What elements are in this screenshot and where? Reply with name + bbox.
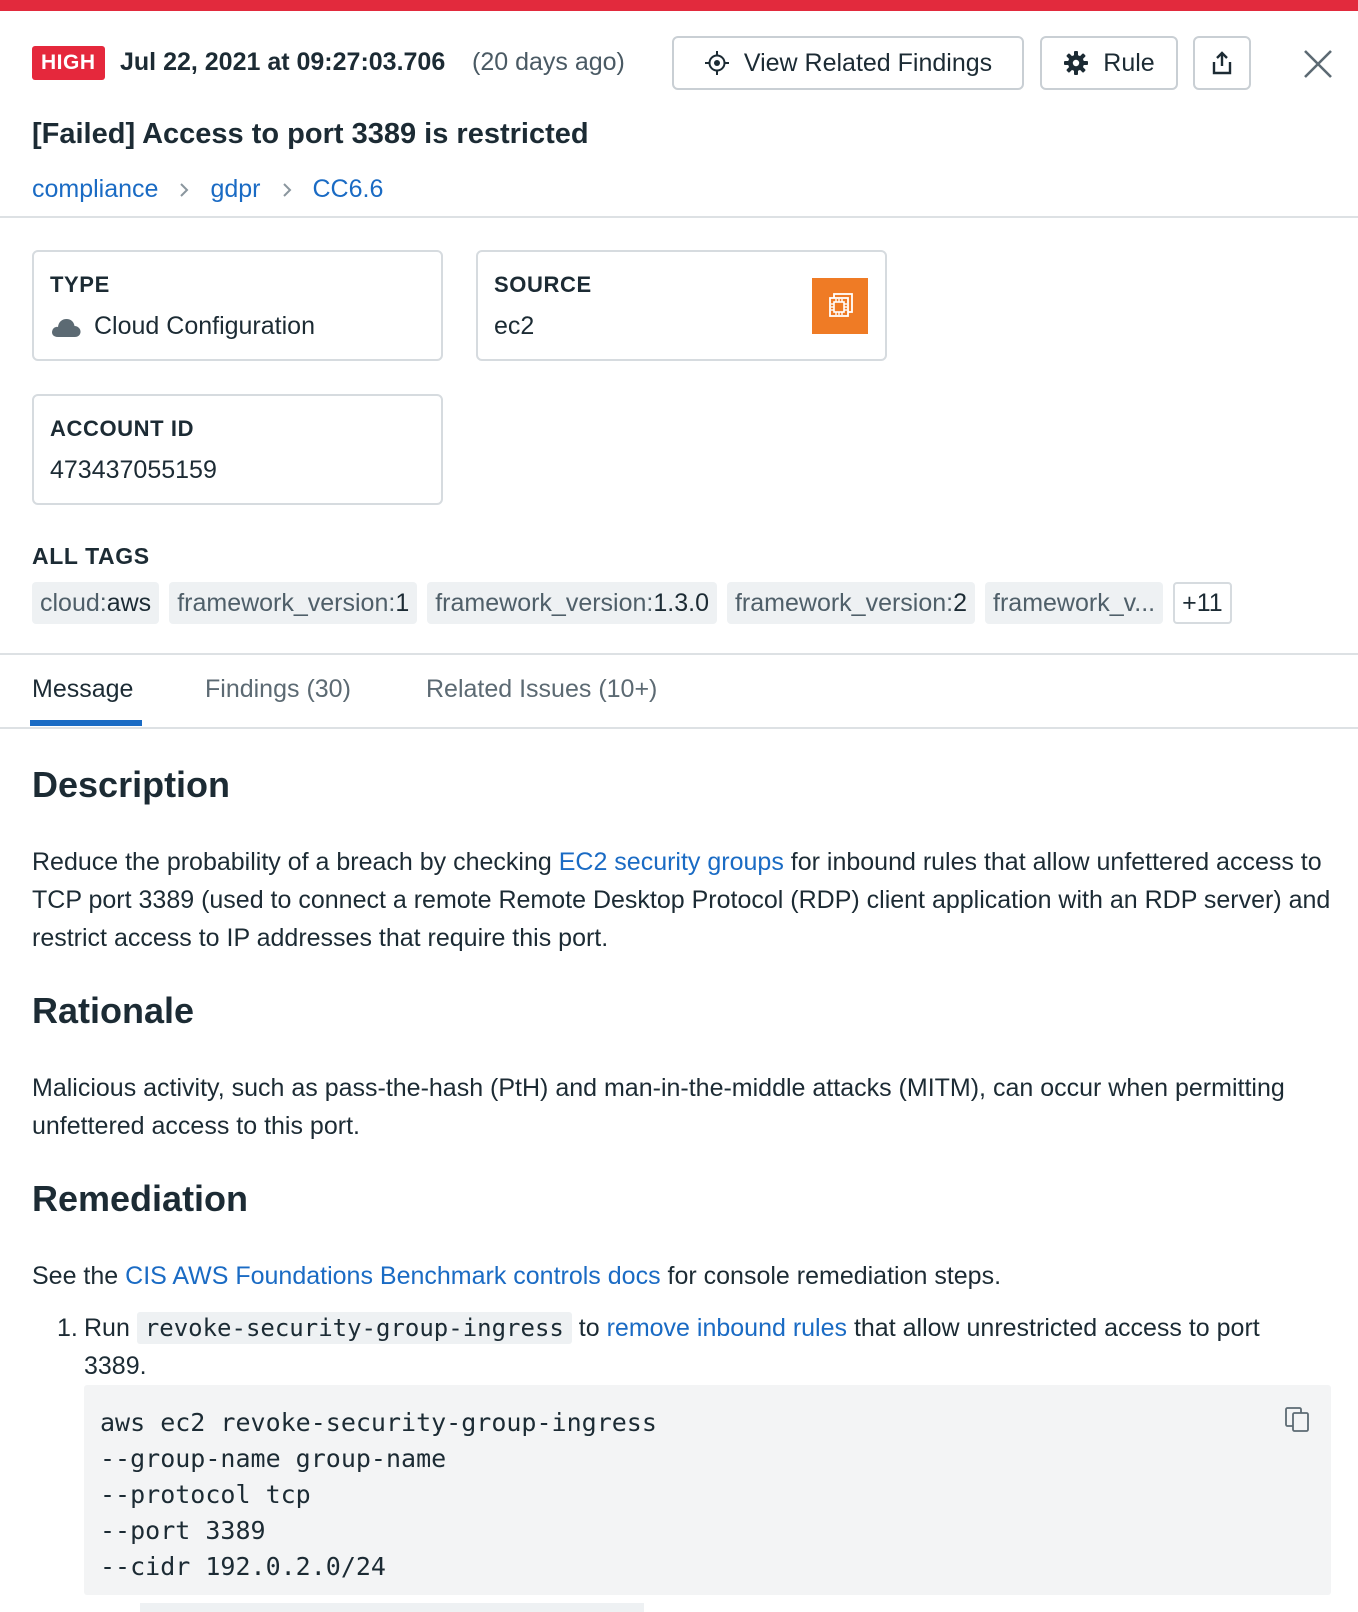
- finding-date: Jul 22, 2021 at 09:27:03.706: [120, 48, 446, 76]
- finding-title: [Failed] Access to port 3389 is restricted: [32, 118, 589, 150]
- divider: [0, 727, 1358, 729]
- breadcrumb: [32, 175, 383, 204]
- more-tags-button[interactable]: +11: [1173, 582, 1232, 624]
- next-inline-code-partial: [140, 1603, 644, 1612]
- chevron-right-icon: [281, 182, 293, 198]
- breadcrumb-compliance[interactable]: compliance: [32, 175, 159, 203]
- breadcrumb-cc6-6[interactable]: CC6.6: [312, 175, 384, 203]
- all-tags-label: ALL TAGS: [32, 543, 150, 569]
- account-id-value: 473437055159: [50, 456, 217, 484]
- source-label: SOURCE: [494, 272, 592, 297]
- view-related-findings-button[interactable]: [672, 36, 1024, 90]
- account-id-label: ACCOUNT ID: [50, 416, 195, 441]
- code-block-text: aws ec2 revoke-security-group-ingress --group-name group-name --protocol tcp --port 3389 --cidr 192.0.2.0/24: [100, 1408, 657, 1581]
- rationale-text: Malicious activity, such as pass-the-hash (PtH) and man-in-the-middle attacks (MITM), can occur when permitting unfettered access to this port.: [32, 1074, 1285, 1140]
- tag-framework-version-2[interactable]: framework_version:2: [727, 582, 975, 624]
- code-block: [84, 1385, 1331, 1595]
- type-card: [32, 250, 443, 361]
- share-button[interactable]: [1193, 36, 1251, 90]
- tag-list: [32, 582, 1232, 624]
- tag-framework-version-truncated[interactable]: framework_v...: [985, 582, 1163, 624]
- cloud-icon: [50, 316, 82, 338]
- share-icon: [1209, 50, 1235, 76]
- tab-related-issues[interactable]: Related Issues (10+): [426, 675, 658, 703]
- source-card: [476, 250, 887, 361]
- rule-label: Rule: [1103, 48, 1155, 77]
- severity-badge: HIGH: [32, 46, 105, 80]
- account-id-card: [32, 394, 443, 505]
- gear-icon: [1063, 50, 1089, 76]
- cis-benchmark-docs-link[interactable]: CIS AWS Foundations Benchmark controls docs: [125, 1262, 661, 1290]
- description-heading: Description: [32, 764, 231, 805]
- copy-icon[interactable]: [1282, 1403, 1314, 1435]
- tab-message[interactable]: Message: [32, 675, 134, 703]
- active-tab-indicator: [30, 720, 142, 726]
- chevron-right-icon: [178, 182, 190, 198]
- remediation-intro: See the CIS AWS Foundations Benchmark controls docs for console remediation steps.: [32, 1262, 1002, 1290]
- type-value: [50, 312, 315, 341]
- inline-code: revoke-security-group-ingress: [137, 1312, 572, 1344]
- finding-header: [0, 36, 1358, 92]
- tab-findings[interactable]: Findings (30): [205, 675, 351, 703]
- severity-top-bar: [0, 0, 1358, 11]
- rule-button[interactable]: [1040, 36, 1178, 90]
- tab-bar: [0, 655, 1358, 728]
- source-value: ec2: [494, 312, 535, 340]
- breadcrumb-gdpr[interactable]: gdpr: [210, 175, 261, 203]
- close-icon[interactable]: [1300, 46, 1336, 82]
- remediation-step-1: 1. Run revoke-security-group-ingress to remove inbound rules that allow unrestricted access to port 3389.: [57, 1314, 1260, 1380]
- remediation-heading: Remediation: [32, 1178, 249, 1219]
- type-label: TYPE: [50, 272, 110, 297]
- ec2-icon: [812, 278, 868, 334]
- divider: [0, 216, 1358, 218]
- crosshair-icon: [704, 50, 730, 76]
- tag-framework-version-1-3-0[interactable]: framework_version:1.3.0: [427, 582, 717, 624]
- rationale-heading: Rationale: [32, 990, 195, 1031]
- relative-time: (20 days ago): [472, 48, 625, 76]
- ec2-security-groups-link[interactable]: EC2 security groups: [558, 848, 784, 876]
- type-value-text: Cloud Configuration: [94, 312, 315, 340]
- view-related-findings-label: View Related Findings: [743, 48, 993, 77]
- tag-cloud-aws[interactable]: cloud:aws: [32, 582, 159, 624]
- description-text: Reduce the probability of a breach by checking EC2 security groups for inbound rules that allow unfettered access to TCP port 3389 (used to connect a remote Remote Desktop Protocol (RDP) client application with an RDP server) and restrict access to IP addresses that require this port.: [32, 848, 1331, 952]
- tag-framework-version-1[interactable]: framework_version:1: [169, 582, 417, 624]
- remove-inbound-rules-link[interactable]: remove inbound rules: [606, 1314, 848, 1342]
